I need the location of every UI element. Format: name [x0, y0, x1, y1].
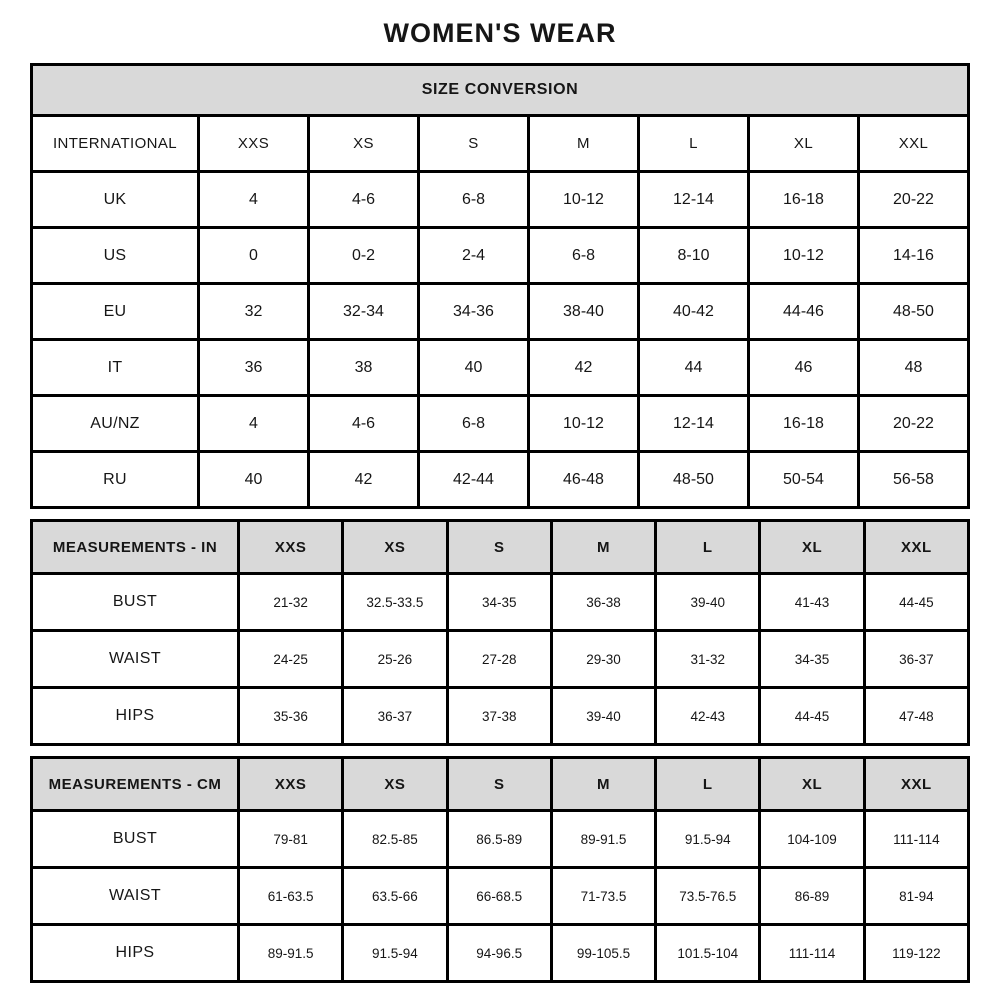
size-cell: 16-18	[749, 396, 859, 452]
size-cell: 42	[529, 340, 639, 396]
size-cell: 20-22	[859, 172, 969, 228]
measurement-cell: 37-38	[447, 688, 551, 745]
measurement-cell: 29-30	[551, 631, 655, 688]
row-label: US	[32, 228, 199, 284]
table-row-us	[32, 228, 969, 284]
column-header-l: L	[639, 116, 749, 172]
table-row-eu	[32, 284, 969, 340]
row-label: IT	[32, 340, 199, 396]
column-header-l: L	[656, 521, 760, 574]
column-header-xxs: XXS	[239, 758, 343, 811]
measurement-cell: 42-43	[656, 688, 760, 745]
column-header-xl: XL	[760, 758, 864, 811]
table-row-bust-in	[32, 574, 969, 631]
table-row-waist-in	[32, 631, 969, 688]
size-cell: 42	[309, 452, 419, 508]
column-header-l: L	[656, 758, 760, 811]
measurement-cell: 31-32	[656, 631, 760, 688]
size-cell: 4-6	[309, 396, 419, 452]
table-row-waist-cm	[32, 868, 969, 925]
measurement-cell: 36-38	[551, 574, 655, 631]
size-cell: 0	[199, 228, 309, 284]
measurements-in-header-row	[32, 521, 969, 574]
measurement-cell: 94-96.5	[447, 925, 551, 982]
measurement-cell: 32.5-33.5	[343, 574, 447, 631]
measurement-cell: 21-32	[239, 574, 343, 631]
size-cell: 6-8	[529, 228, 639, 284]
column-header-xxs: XXS	[239, 521, 343, 574]
row-label: UK	[32, 172, 199, 228]
measurement-cell: 63.5-66	[343, 868, 447, 925]
size-cell: 6-8	[419, 172, 529, 228]
table-row-hips-in	[32, 688, 969, 745]
measurement-cell: 101.5-104	[656, 925, 760, 982]
measurement-cell: 44-45	[864, 574, 968, 631]
size-cell: 44	[639, 340, 749, 396]
size-cell: 42-44	[419, 452, 529, 508]
measurement-cell: 81-94	[864, 868, 968, 925]
size-cell: 32	[199, 284, 309, 340]
size-cell: 48	[859, 340, 969, 396]
size-conversion-table	[30, 63, 970, 509]
size-conversion-header-row	[32, 116, 969, 172]
measurement-cell: 25-26	[343, 631, 447, 688]
size-cell: 48-50	[859, 284, 969, 340]
measurement-cell: 39-40	[551, 688, 655, 745]
measurement-cell: 44-45	[760, 688, 864, 745]
measurement-cell: 47-48	[864, 688, 968, 745]
size-cell: 40-42	[639, 284, 749, 340]
size-cell: 4-6	[309, 172, 419, 228]
size-conversion-title: SIZE CONVERSION	[32, 65, 969, 116]
measurement-cell: 89-91.5	[551, 811, 655, 868]
measurement-cell: 86-89	[760, 868, 864, 925]
column-header-international: INTERNATIONAL	[32, 116, 199, 172]
measurement-cell: 24-25	[239, 631, 343, 688]
measurement-cell: 41-43	[760, 574, 864, 631]
table-row-bust-cm	[32, 811, 969, 868]
measurement-cell: 27-28	[447, 631, 551, 688]
size-cell: 12-14	[639, 172, 749, 228]
size-cell: 0-2	[309, 228, 419, 284]
size-cell: 10-12	[529, 396, 639, 452]
size-cell: 4	[199, 396, 309, 452]
measurement-cell: 99-105.5	[551, 925, 655, 982]
measurement-cell: 91.5-94	[656, 811, 760, 868]
measurement-cell: 61-63.5	[239, 868, 343, 925]
column-header-m: M	[551, 521, 655, 574]
size-cell: 34-36	[419, 284, 529, 340]
row-label: WAIST	[32, 868, 239, 925]
measurement-cell: 66-68.5	[447, 868, 551, 925]
size-cell: 10-12	[529, 172, 639, 228]
size-cell: 8-10	[639, 228, 749, 284]
measurement-cell: 89-91.5	[239, 925, 343, 982]
measurement-cell: 82.5-85	[343, 811, 447, 868]
column-header-xs: XS	[343, 521, 447, 574]
size-cell: 48-50	[639, 452, 749, 508]
measurement-cell: 36-37	[343, 688, 447, 745]
measurement-cell: 91.5-94	[343, 925, 447, 982]
column-header-m: M	[551, 758, 655, 811]
column-header-m: M	[529, 116, 639, 172]
size-cell: 36	[199, 340, 309, 396]
measurement-cell: 34-35	[760, 631, 864, 688]
page-title: WOMEN'S WEAR	[383, 18, 617, 48]
column-header-xxl: XXL	[864, 758, 968, 811]
column-header-xs: XS	[343, 758, 447, 811]
column-header-xxl: XXL	[859, 116, 969, 172]
row-label: EU	[32, 284, 199, 340]
size-cell: 46-48	[529, 452, 639, 508]
size-cell: 16-18	[749, 172, 859, 228]
measurement-cell: 79-81	[239, 811, 343, 868]
column-header-s: S	[447, 521, 551, 574]
column-header-xxl: XXL	[864, 521, 968, 574]
measurement-cell: 111-114	[760, 925, 864, 982]
size-cell: 2-4	[419, 228, 529, 284]
table-row-uk	[32, 172, 969, 228]
row-label: BUST	[32, 574, 239, 631]
measurements-in-table	[30, 519, 970, 746]
measurement-cell: 39-40	[656, 574, 760, 631]
size-cell: 14-16	[859, 228, 969, 284]
size-cell: 50-54	[749, 452, 859, 508]
size-cell: 46	[749, 340, 859, 396]
measurement-cell: 73.5-76.5	[656, 868, 760, 925]
measurement-cell: 35-36	[239, 688, 343, 745]
measurement-cell: 86.5-89	[447, 811, 551, 868]
size-cell: 40	[199, 452, 309, 508]
size-cell: 32-34	[309, 284, 419, 340]
measurements-cm-header-row	[32, 758, 969, 811]
column-header-s: S	[419, 116, 529, 172]
row-label: BUST	[32, 811, 239, 868]
size-cell: 20-22	[859, 396, 969, 452]
row-label: AU/NZ	[32, 396, 199, 452]
table-row-hips-cm	[32, 925, 969, 982]
size-cell: 38-40	[529, 284, 639, 340]
measurements-cm-table	[30, 756, 970, 983]
size-cell: 12-14	[639, 396, 749, 452]
size-cell: 10-12	[749, 228, 859, 284]
column-header-measurements-in: MEASUREMENTS - IN	[32, 521, 239, 574]
row-label: HIPS	[32, 925, 239, 982]
size-cell: 40	[419, 340, 529, 396]
table-row-aunz	[32, 396, 969, 452]
column-header-s: S	[447, 758, 551, 811]
row-label: WAIST	[32, 631, 239, 688]
table-row-ru	[32, 452, 969, 508]
measurement-cell: 36-37	[864, 631, 968, 688]
size-cell: 6-8	[419, 396, 529, 452]
row-label: HIPS	[32, 688, 239, 745]
table-row-it	[32, 340, 969, 396]
column-header-measurements-cm: MEASUREMENTS - CM	[32, 758, 239, 811]
column-header-xl: XL	[749, 116, 859, 172]
size-conversion-banner-row	[32, 65, 969, 116]
measurement-cell: 104-109	[760, 811, 864, 868]
size-cell: 38	[309, 340, 419, 396]
size-cell: 44-46	[749, 284, 859, 340]
size-cell: 4	[199, 172, 309, 228]
measurement-cell: 119-122	[864, 925, 968, 982]
row-label: RU	[32, 452, 199, 508]
measurement-cell: 71-73.5	[551, 868, 655, 925]
column-header-xl: XL	[760, 521, 864, 574]
measurement-cell: 111-114	[864, 811, 968, 868]
measurement-cell: 34-35	[447, 574, 551, 631]
column-header-xxs: XXS	[199, 116, 309, 172]
size-cell: 56-58	[859, 452, 969, 508]
column-header-xs: XS	[309, 116, 419, 172]
